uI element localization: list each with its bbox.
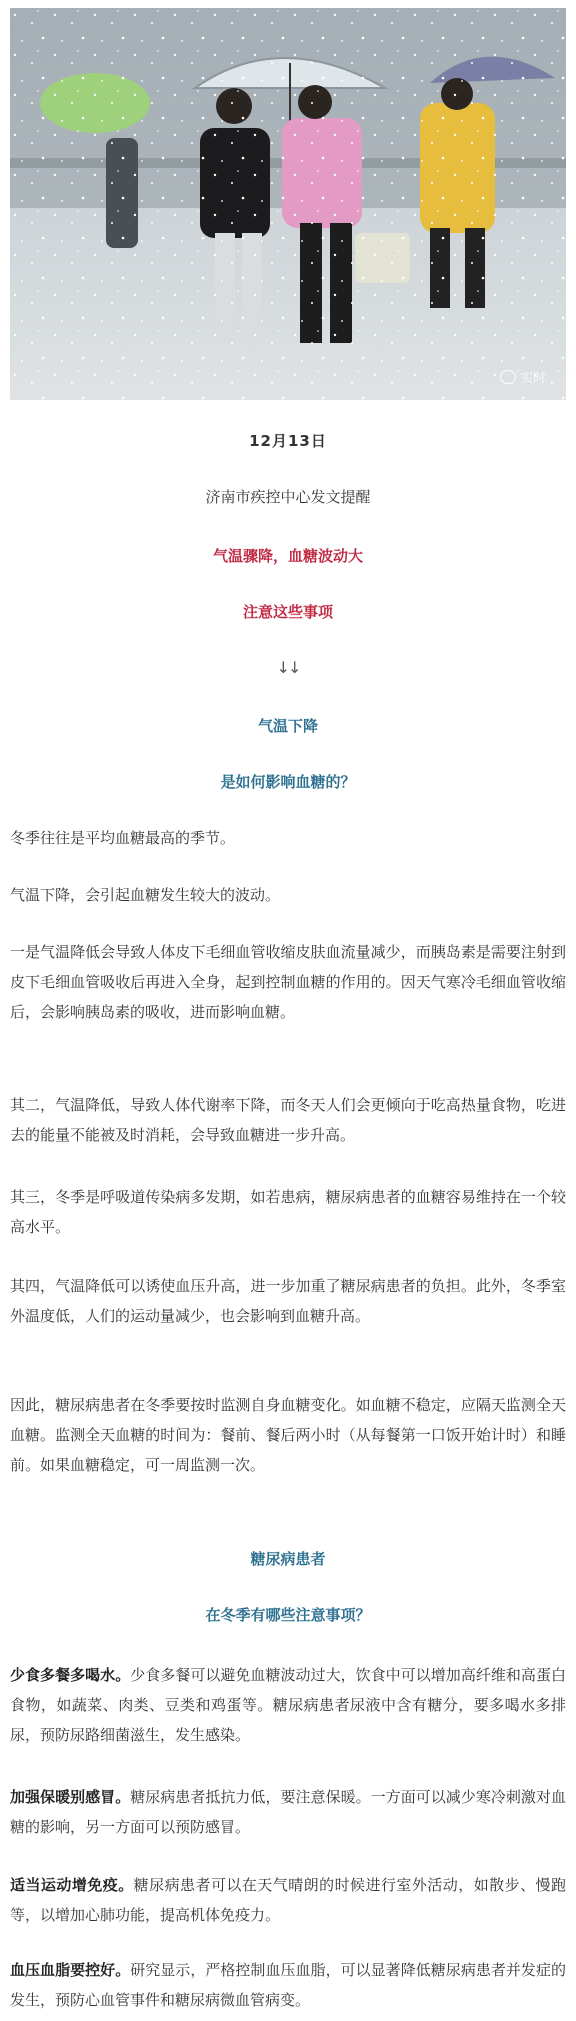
image-watermark: 实时 xyxy=(500,367,546,386)
headline-1: 气温骤降，血糖波动大 xyxy=(212,547,363,565)
paragraph: 冬季往往是平均血糖最高的季节。 xyxy=(10,829,236,847)
tip-text: 少食多餐可以避免血糖波动过大，饮食中可以增加高纤维和高蛋白食物，如蔬菜、肉类、豆类和鸡蛋等。糖尿病患者尿液中含有糖分，要多喝水多排尿，预防尿路细菌滋生，发生感染。 xyxy=(10,1666,566,1744)
issuer-line: 济南市疾控中心发文提醒 xyxy=(205,488,371,506)
section1-heading-2: 是如何影响血糖的？ xyxy=(220,773,356,791)
snow-street-illustration xyxy=(10,8,566,400)
section2-heading-1: 糖尿病患者 xyxy=(250,1550,326,1568)
hero-photo xyxy=(10,8,566,400)
tip-item xyxy=(10,1660,566,1750)
tip-text: 研究显示，严格控制血压血脂，可以显著降低糖尿病患者并发症的发生，预防心血管事件和糖尿病微血管病变。 xyxy=(10,1961,566,2009)
paragraph: 其二，气温降低，导致人体代谢率下降，而冬天人们会更倾向于吃高热量食物，吃进去的能量不能被及时消耗，会导致血糖进一步升高。 xyxy=(10,1096,566,1144)
tip-item xyxy=(10,1870,566,1930)
date-line: 12月13日 xyxy=(249,432,327,450)
paragraph: 其三，冬季是呼吸道传染病多发期，如若患病，糖尿病患者的血糖容易维持在一个较高水平。 xyxy=(10,1188,566,1236)
wechat-icon xyxy=(500,370,516,384)
tip-text: 糖尿病患者可以在天气晴朗的时候进行室外活动，如散步、慢跑等，以增加心肺功能，提高机体免疫力。 xyxy=(10,1876,566,1924)
paragraph: 因此，糖尿病患者在冬季要按时监测自身血糖变化。如血糖不稳定，应隔天监测全天血糖。监测全天血糖的时间为：餐前、餐后两小时（从每餐第一口饭开始计时）和睡前。如果血糖稳定，可一周监测一次。 xyxy=(10,1396,566,1474)
tip-lead: 适当运动增免疫。 xyxy=(10,1876,134,1894)
paragraph: 其四，气温降低可以诱使血压升高，进一步加重了糖尿病患者的负担。此外，冬季室外温度低，人们的运动量减少，也会影响到血糖升高。 xyxy=(10,1277,566,1325)
tip-item xyxy=(10,1955,566,2015)
down-arrows-icon: ↓↓ xyxy=(276,658,300,677)
tip-text: 糖尿病患者抵抗力低，要注意保暖。一方面可以减少寒冷刺激对血糖的影响，另一方面可以预防感冒。 xyxy=(10,1788,566,1836)
paragraph: 一是气温降低会导致人体皮下毛细血管收缩皮肤血流量减少，而胰岛素是需要注射到皮下毛细血管吸收后再进入全身，起到控制血糖的作用的。因天气寒冷毛细血管收缩后，会影响胰岛素的吸收，进而影响血糖。 xyxy=(10,943,566,1021)
tip-lead: 血压血脂要控好。 xyxy=(10,1961,131,1979)
tip-lead: 少食多餐多喝水。 xyxy=(10,1666,131,1684)
tip-item xyxy=(10,1782,566,1842)
headline-2: 注意这些事项 xyxy=(242,603,333,621)
section1-heading-1: 气温下降 xyxy=(257,717,318,735)
tip-lead: 加强保暖别感冒。 xyxy=(10,1788,131,1806)
paragraph: 气温下降，会引起血糖发生较大的波动。 xyxy=(10,886,281,904)
section2-heading-2: 在冬季有哪些注意事项？ xyxy=(205,1606,371,1624)
